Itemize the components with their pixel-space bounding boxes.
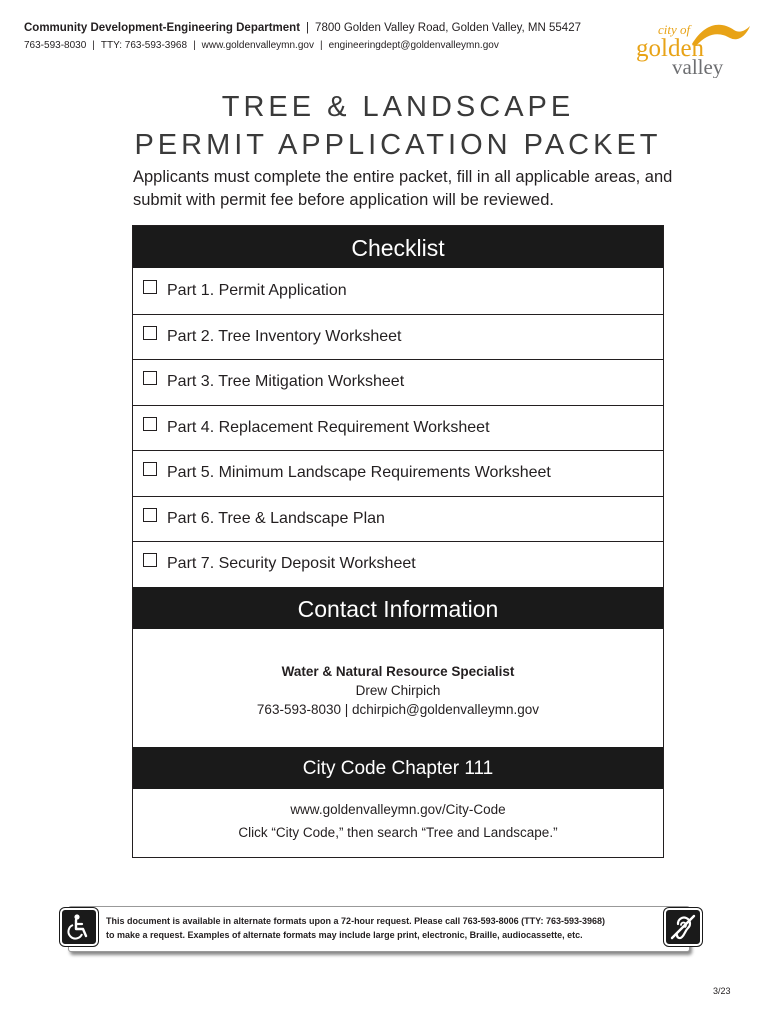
checkbox[interactable] (143, 508, 157, 522)
checklist-item[interactable] (133, 314, 663, 360)
checklist-box (132, 225, 664, 858)
checkbox[interactable] (143, 553, 157, 567)
title-line-1: TREE & LANDSCAPE (221, 91, 575, 123)
checklist-items (133, 268, 663, 587)
checklist-item[interactable] (133, 541, 663, 587)
city-code-heading: City Code Chapter 111 (133, 747, 663, 789)
accessibility-footer (58, 904, 698, 954)
accessibility-notice (106, 914, 666, 942)
city-code-url[interactable]: www.goldenvalleymn.gov/City-Code (290, 801, 506, 817)
checklist-item-label: Part 1. Permit Application (167, 281, 347, 299)
letterhead-line-1: Community Development-Engineering Department | 7800 Golden Valley Road, Golden Valley, MN 55427 (24, 22, 581, 34)
document-title (0, 88, 770, 164)
letterhead (24, 22, 624, 51)
contact-name: Drew Chirpich (355, 682, 441, 698)
letterhead-line-2: 763-593-8030 | TTY: 763-593-3968 | www.goldenvalleymn.gov | engineeringdept@goldenvalleymn.gov (24, 40, 499, 51)
intro-paragraph: Applicants must complete the entire packet, fill in all applicable areas, and submit with permit fee before application will be reviewed. (133, 168, 673, 209)
checklist-item-label: Part 4. Replacement Requirement Worksheet (167, 418, 490, 436)
contact-role: Water & Natural Resource Specialist (281, 663, 515, 679)
checklist-item[interactable] (133, 359, 663, 405)
accessibility-notice-line-2: to make a request. Examples of alternate formats may include large print, electronic, Braille, audiocassette, etc. (106, 930, 583, 940)
department-email[interactable]: engineeringdept@goldenvalleymn.gov (328, 40, 499, 51)
logo-text-golden: golden (636, 35, 705, 62)
checkbox[interactable] (143, 462, 157, 476)
logo-text-valley: valley (672, 55, 724, 78)
checkbox[interactable] (143, 417, 157, 431)
department-address: 7800 Golden Valley Road, Golden Valley, MN 55427 (315, 22, 581, 34)
checkbox[interactable] (143, 326, 157, 340)
checklist-item-label: Part 2. Tree Inventory Worksheet (167, 327, 402, 345)
accessibility-notice-line-1: This document is available in alternate formats upon a 72-hour request. Please call 763-593-8006 (TTY: 763-593-3968) (106, 916, 606, 926)
checklist-item[interactable] (133, 268, 663, 314)
contact-phone-email: 763-593-8030 | dchirpich@goldenvalleymn.gov (256, 701, 540, 717)
checklist-item-label: Part 7. Security Deposit Worksheet (167, 555, 416, 573)
department-website[interactable]: www.goldenvalleymn.gov (201, 40, 314, 51)
contact-details (133, 629, 663, 747)
checklist-item-label: Part 5. Minimum Landscape Requirements Worksheet (167, 464, 551, 482)
checklist-item[interactable] (133, 496, 663, 542)
checkbox[interactable] (143, 371, 157, 385)
golden-valley-logo (634, 16, 754, 78)
checklist-item[interactable] (133, 405, 663, 451)
checklist-item[interactable] (133, 450, 663, 496)
logo-graphic (634, 16, 754, 78)
department-tty: TTY: 763-593-3968 (100, 40, 188, 51)
contact-heading: Contact Information (133, 587, 663, 629)
city-code-instructions: Click “City Code,” then search “Tree and Landscape.” (238, 824, 558, 840)
logo-text-city-of: city of (658, 22, 691, 37)
page-number: 3/23 (713, 986, 731, 996)
wheelchair-icon (60, 908, 98, 946)
checklist-item-label: Part 6. Tree & Landscape Plan (167, 509, 385, 527)
title-line-2: PERMIT APPLICATION PACKET (134, 129, 662, 161)
hearing-icon (664, 908, 702, 946)
department-phone: 763-593-8030 (24, 40, 87, 51)
department-name: Community Development-Engineering Department (24, 22, 301, 34)
checklist-heading: Checklist (133, 226, 663, 268)
city-code-details (133, 789, 663, 844)
checkbox[interactable] (143, 280, 157, 294)
checklist-item-label: Part 3. Tree Mitigation Worksheet (167, 373, 405, 391)
